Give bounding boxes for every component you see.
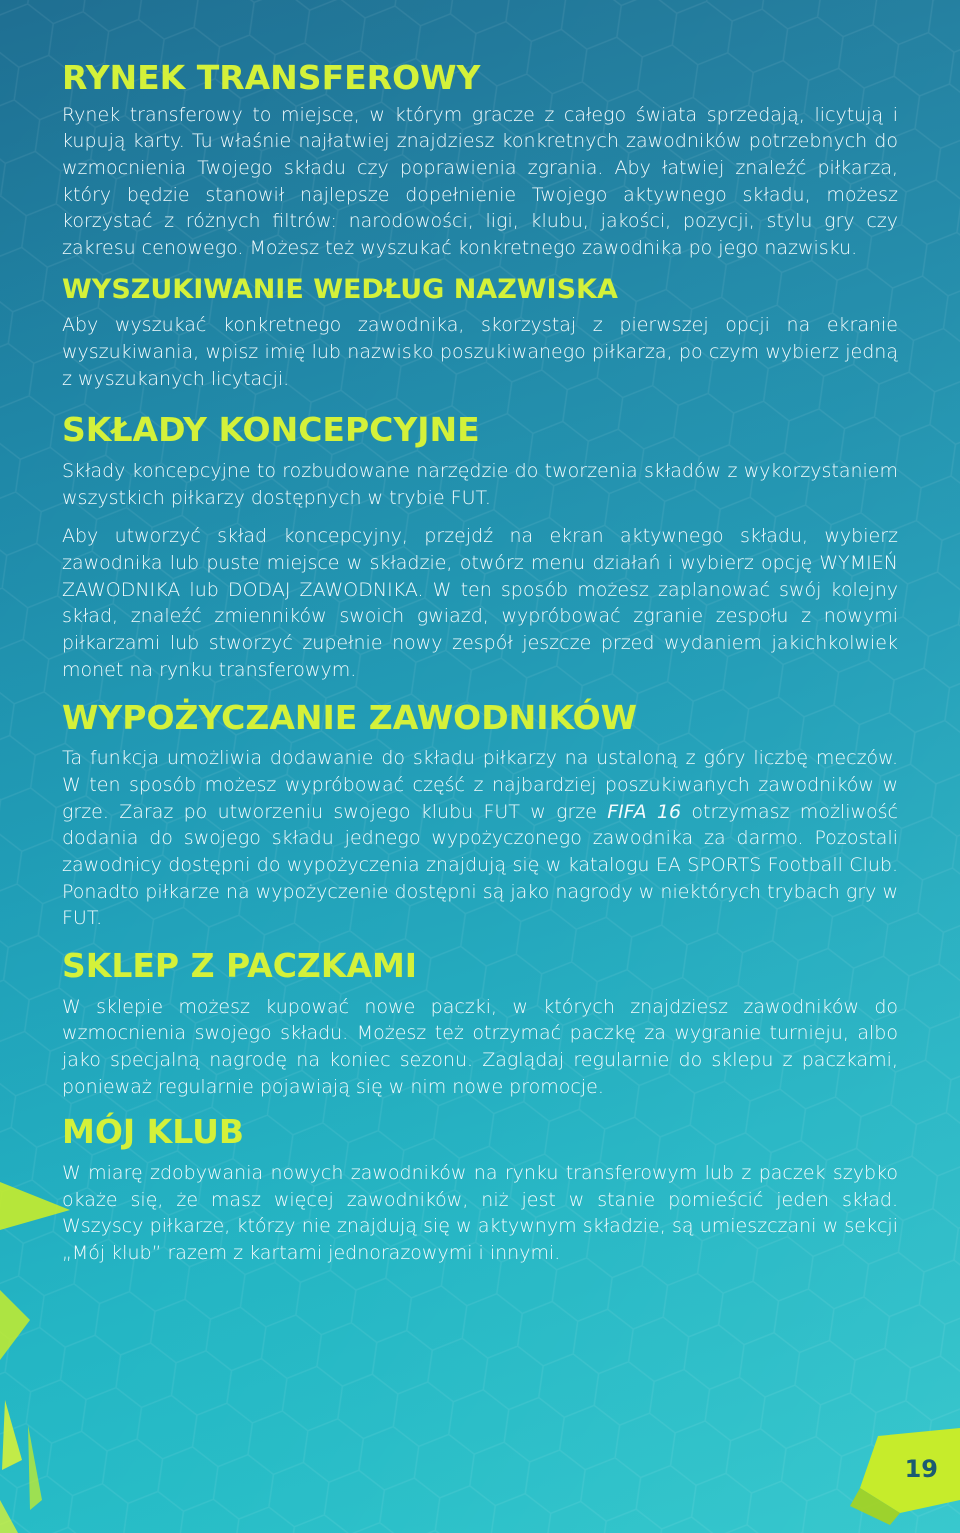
section-heading: MÓJ KLUB (62, 1112, 245, 1152)
paragraph-text: Ta funkcja umożliwia dodawanie do składu piłkarzy na ustaloną z góry liczbę meczów. W ten sposób możesz wypróbować część z najbardziej poszukiwanych zawodników w grze. Zaraz po utworzeniu swojego klubu FUT w grze (62, 747, 898, 823)
section-paragraph (62, 745, 898, 932)
section-paragraph: W sklepie możesz kupować nowe paczki, w których znajdziesz zawodników do wzmocnienia swojego składu. Możesz też otrzymać paczkę za wygranie turnieju, albo jako specjalną nagrodę na koniec sezonu. Zaglądaj regularnie do sklepu z paczkami, ponieważ regularnie pojawiają się w nim nowe promocje. (62, 995, 898, 1098)
section-heading: WYPOŻYCZANIE ZAWODNIKÓW (62, 697, 638, 737)
section-heading: RYNEK TRANSFEROWY (62, 58, 481, 97)
section-heading: SKŁADY KONCEPCYJNE (62, 410, 480, 450)
section-paragraph: Składy koncepcyjne to rozbudowane narzędzie do tworzenia składów z wykorzystaniem wszystkich piłkarzy dostępnych w trybie FUT. (62, 459, 898, 509)
section-transfer-market (62, 58, 898, 262)
section-player-loans (62, 698, 898, 933)
section-paragraph: W miarę zdobywania nowych zawodników na rynku transferowym lub z paczek szybko okaże się, że masz więcej zawodników, niż jest w stanie pomieścić jeden skład. Wszyscy piłkarze, którzy nie znajdują się w aktywnym składzie, są umieszczani w sekcji „Mój klub” razem z kartami jednorazowymi i innymi. (62, 1162, 898, 1265)
section-search-by-name (62, 274, 898, 393)
paragraph-text: otrzymasz możliwość dodania do swojego składu jednego wypożyczonego zawodnika za darmo. Pozostali zawodnicy dostępni do wypożyczenia znajdują się w katalogu EA SPORTS Football Club. Ponadto piłkarze na wypożyczenie dostępni są jako nagrody w niektórych trybach gry w FUT. (62, 800, 898, 930)
section-paragraph: Rynek transferowy to miejsce, w którym gracze z całego świata sprzedają, licytują i kupują karty. Tu właśnie najłatwiej znajdziesz konkretnych zawodników potrzebnych do wzmocnienia Twojego składu czy poprawienia zgrania. Aby łatwiej znaleźć piłkarza, który będzie stanowił najlepsze dopełnienie Twojego aktywnego składu, możesz korzystać z różnych filtrów: narodowości, ligi, klubu, jakości, pozycji, stylu gry czy zakresu cenowego. Możesz też wyszukać konkretnego zawodnika po jego nazwisku. (62, 103, 898, 260)
section-heading: SKLEP Z PACZKAMI (62, 946, 418, 986)
section-my-club (62, 1112, 898, 1266)
page-number: 19 (904, 1455, 938, 1483)
section-paragraph: Aby utworzyć skład koncepcyjny, przejdź na ekran aktywnego składu, wybierz zawodnika lub puste miejsce w składzie, otwórz menu działań i wybierz opcję WYMIEŃ ZAWODNIKA lub DODAJ ZAWODNIKA. W ten sposób możesz zaplanować swój kolejny skład, znaleźć zmienników swoich gwiazd, wypróbować zgranie zespołu z nowymi piłkarzami lub stworzyć zupełnie nowy zespół jeszcze przed wydaniem jakichkolwiek monet na rynku transferowym. (62, 525, 898, 681)
page-content (62, 58, 898, 1267)
section-pack-store (62, 946, 898, 1100)
section-concept-squads (62, 410, 898, 683)
page-number-badge (850, 1428, 960, 1533)
section-heading: WYSZUKIWANIE WEDŁUG NAZWISKA (62, 273, 618, 305)
section-paragraph: Aby wyszukać konkretnego zawodnika, skorzystaj z pierwszej opcji na ekranie wyszukiwania, wpisz imię lub nazwisko poszukiwanego piłkarza, po czym wybierz jedną z wyszukanych licytacji. (62, 314, 898, 390)
game-title: FIFA 16 (607, 800, 682, 823)
